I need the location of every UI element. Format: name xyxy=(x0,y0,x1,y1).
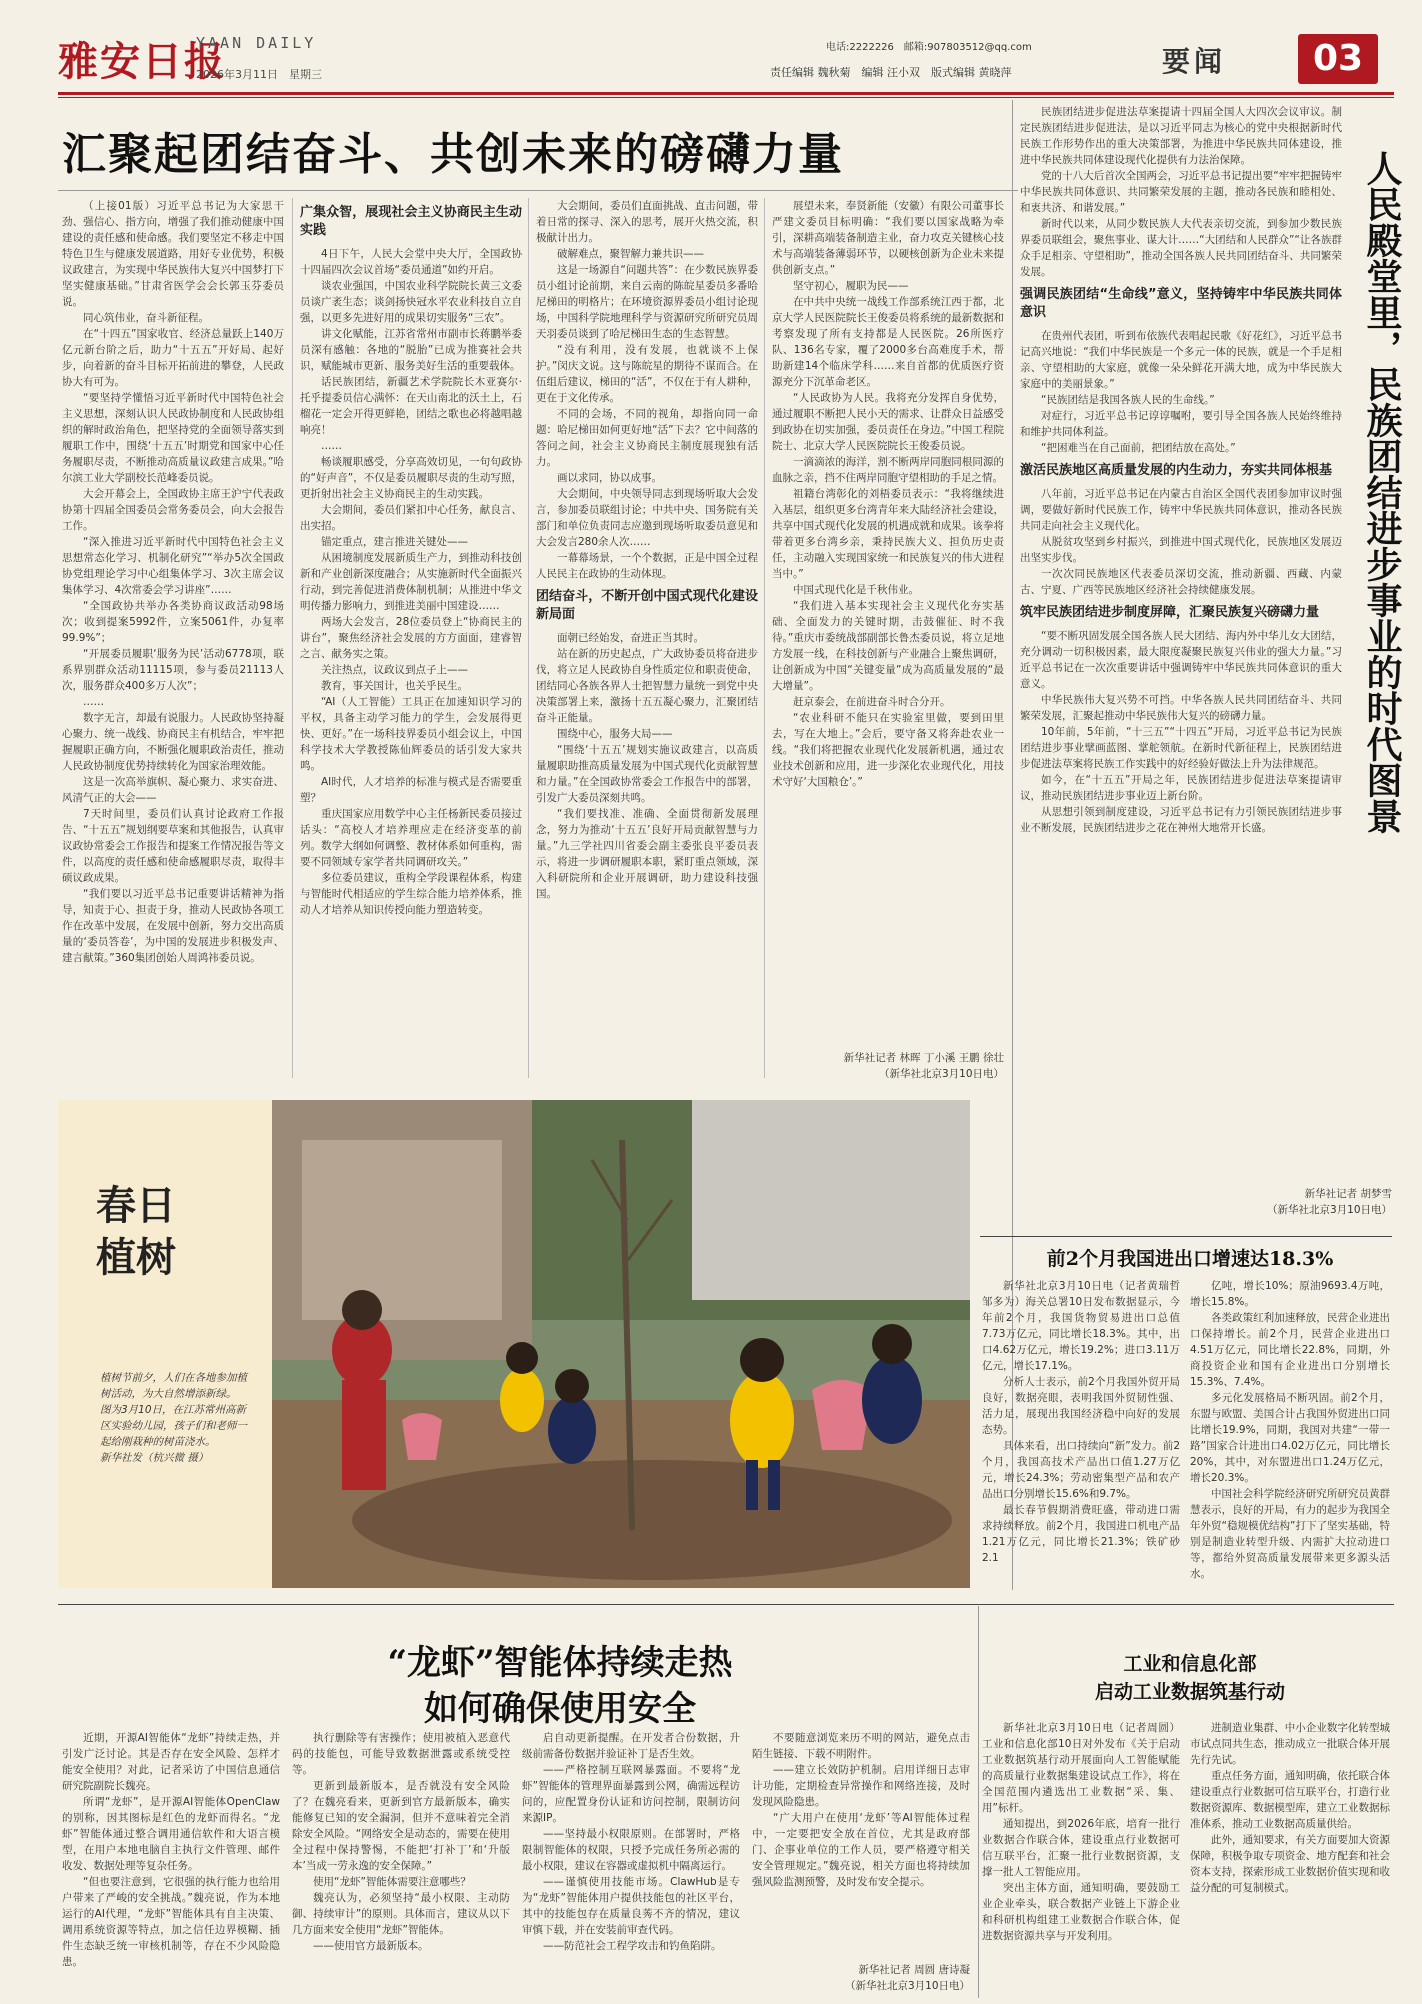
industry-column-2: 进制造业集群、中小企业数字化转型城市试点同共生态，推动成立一批联合体开展先行先试。 重点任务方面，通知明确，依托联合体建设重点行业数据可信互联平台，打造行业数据资源库、数据模型库，建立工业数据标准体系，推动工业数据高质量供给。 此外，通知要求，有关方面要加大资源保障，积极争取专项资金、地方配套和社会资本支持，探索形成工业数据价值实现和收益分配的可复制模式。 xyxy=(1190,1722,1390,1894)
lead-headline: 汇聚起团结奋斗、共创未来的磅礴力量 xyxy=(62,129,844,180)
masthead-divider xyxy=(58,92,1394,95)
column-rule xyxy=(764,198,765,1078)
column-rule xyxy=(292,198,293,1078)
newspaper-english-name: YAAN DAILY xyxy=(196,34,317,52)
right-feature-body: 民族团结进步促进法草案提请十四届全国人大四次会议审议。制定民族团结进步促进法，是以习近平同志为核心的党中央根据新时代民族工作形势作出的重大决策部署，为推进中华民族共同体建设，推进中华民族共同体建设现代化提供有力法治保障。 党的十八大后首次全国两会，习近平总书记提出要“牢牢把握铸牢中华民族共同体意识、共同繁荣发展的主题，推动各民族和睦相处、和衷共济、和谐发展。” 新时代以来，从同少数民族人大代表亲切交流，到参加少数民族界委员联组会，聚焦事业、谋大计……“大团结和人民群众”“让各族群众手足相亲、守望相助”，推动全国各族人民共同团结奋斗、共同繁荣发展。 强调民族团结“生命线”意义，坚持铸牢中华民族共同体意识 在贵州代表团，听到布依族代表唱起民歌《好花红》，习近平总书记高兴地说：“我们中华民族是一个多元一体的民族，就是一个手足相亲、守望相助的大家庭，就像一朵朵鲜花开满大地，成为中华民族大家庭中的美丽景象。” “民族团结是我国各族人民的生命线。” 对症行，习近平总书记谆谆嘱咐，要引导全国各族人民始终维持和维护共同体利益。 “把困难当在自己面前，把团结放在高处。” 激活民族地区高质量发展的内生动力，夯实共同体根基 八年前，习近平总书记在内蒙古自治区全国代表团参加审议时强调，要做好新时代民族工作，铸牢中华民族共同体意识，推动各民族共同走向社会主义现代化。 从脱贫攻坚到乡村振兴，到推进中国式现代化，民族地区发展迈出坚实步伐。 一次次同民族地区代表委员深切交流，推动新疆、西藏、内蒙古、宁夏、广西等民族地区经济社会持续健康发展。 筑牢民族团结进步制度屏障，汇聚民族复兴磅礴力量 “要不断巩固发展全国各族人民大团结、海内外中华儿女大团结，充分调动一切积极因素，最大限度凝聚民族复兴伟业的强大力量。”习近平总书记在一次次重要讲话中强调铸牢中华民族共同体意识的重大意义。 中华民族伟大复兴势不可挡。中华各族人民共同团结奋斗、共同繁荣发展，汇聚起推动中华民族伟大复兴的磅礴力量。 10年前，5年前，“十三五”“十四五”开局，习近平总书记为民族团结进步事业擘画蓝图、掌舵领航。在新时代新征程上，民族团结进步促进法草案将民族工作实践中的好经验好做法上升为法律规范。 如今，在“十五五”开局之年，民族团结进步促进法草案提请审议，推动民族团结进步事业迈上新台阶。 从思想引领到制度建设，习近平总书记有力引领民族团结进步事业不断发展，民族团结进步之花在神州大地常开长盛。 xyxy=(1020,106,1342,834)
lobster-column-4: 不要随意浏览来历不明的网站，避免点击陌生链接、下载不明附件。 ——建立长效防护机制。启用详细日志审计功能，定期检查异常操作和网络连接，及时发现风险隐患。 “广大用户在使用‘龙虾’等AI智能体过程中，一定要把安全放在首位，尤其是政府部门、企事业单位的工作人员，要严格遵守相关安全管理规定。”魏亮说，相关方面也将持续加强风险监测预警，及时发布安全提示。 xyxy=(752,1732,970,1888)
lower-section-rule xyxy=(58,1604,1394,1605)
lead-subhead-1: 广集众智，展现社会主义协商民主生动实践 xyxy=(300,205,522,238)
section-title: 要闻 xyxy=(1162,45,1227,78)
lobster-headline: “龙虾”智能体持续走热 如何确保使用安全 xyxy=(387,1643,733,1729)
industry-column-1: 新华社北京3月10日电（记者周圆）工业和信息化部10日对外发布《关于启动工业数据筑基行动开展面向人工智能赋能的高质量行业数据集建设试点工作》，将在全国范围内遴选出工业数据“采、集、用”标杆。 通知提出，到2026年底，培育一批行业数据合作联合体，建设重点行业数据可信互联平台，汇聚一批行业数据资源，支撑一批人工智能应用。 突出主体方面，通知明确，要鼓励工业企业牵头，联合数据产业链上下游企业和科研机构组建工业数据合作联合体，促进数据资源共享与开发利用。 xyxy=(982,1722,1180,1942)
lobster-credit: 新华社记者 周圆 唐诗凝 （新华社北京3月10日电） xyxy=(844,1964,970,1992)
lead-column-4: 展望未来，奉贤新能（安徽）有限公司董事长严建文委员目标明确：“我们要以国家战略为牵引，深耕高端装备制造主业，奋力攻克关键核心技术与高端装备薄弱环节，以硬核创新为企业未来提供创新支点。” 坚守初心，履职为民—— 在中共中央统一战线工作部系统江西于都，北京大学人民医院院长王俊委员将系统的最新数据和考察发现了所有支持都是人民医院。26所医疗队、136名专家，覆了2000多台高难度手术，帮助新建14个临床学科……来自首都的优质医疗资源充分下沉革命老区。 “人民政协为人民。我将充分发挥自身优势，通过履职不断把人民小天的需求、让群众日益感受到政协在切实加强，委员责任在身边。”中国工程院院士、北京大学人民医院院长王俊委员说。 一滴滴浓的海洋，割不断两岸同胞同根同源的血脉之亲，挡不住两岸同胞守望相助的手足之情。 祖籍台湾彰化的刘梧委员表示：“我将继续进入基层，组织更多台湾青年来大陆经济社会建设，共享中国式现代化发展的机遇成就和成果。该拳将带着更多台湾乡亲，秉持民族大义、担负历史责任，主动融入实现国家统一和民族复兴的伟大进程当中。” 中国式现代化是千秋伟业。 “我们进入基本实现社会主义现代化夯实基础、全面发力的关键时期，击鼓催征、时不我待。”重庆市委统战部副部长鲁杰委员说，将立足地方发展一线，在科技创新与产业融合上聚焦调研，让创新成为中国“关键变量”成为高质量发展的“最大增量”。 赶京泰会，在前进奋斗时合分开。 “农业科研不能只在实验室里做，要到田里去，写在大地上。”会后，要守备又将奔赴农业一线。“我们将把握农业现代化发展新机遇，通过农业技术创新和应用，进一步深化农业现代化，用技术守好‘大国粮仓’。” xyxy=(772,200,1004,788)
lead-column-2: 广集众智，展现社会主义协商民主生动实践 4日下午，人民大会堂中央大厅，全国政协十四届四次会议首场“委员通道”如约开启。 谈农业强国，中国农业科学院院长黄三文委员谈广袤生态；谈剑扬快冠水平农业科技自立自强，以更多先进好用的成果切实服务“三农”。 讲文化赋能，江苏省常州市副市长蒋鹏举委员深有感触：各地的“脱胎”已成为推赛社会共识，赋能城市更新、服务美好生活的重要载体。 话民族团结，新疆艺术学院院长木亚赛尔·托乎提委员信心满怀：在天山南北的沃土上，石榴花一定会开得更鲜艳，团结之歌也必将越唱越响亮！ …… 畅谈履职感受，分享高效切见，一句句政协的“好声音”，不仅是委员履职尽责的生动写照，更折射出社会主义协商民主的生动实践。 大会期间，委员们紧扣中心任务，献良言、出实招。 锚定重点，建言推进关键处—— 从困境制度发展新质生产力，到推动科技创新和产业创新深度融合；从实施新时代全面振兴行动，到完善促进消费体制机制；从推进中华文明传播力影响力，到推进美丽中国建设…… 两场大会发言，28位委员登上“协商民主的讲台”，聚焦经济社会发展的方方面面，建睿智之言、献务实之策。 关注热点，议政议到点子上—— 教育，事关国计，也关乎民生。 “AI（人工智能）工具正在加速知识学习的平权，具备主动学习能力的学生，会发展得更快、更好。”在一场科技界委员小组会议上，中国科学技术大学教授陈仙辉委员的话引发大家共鸣。 AI时代，人才培养的标准与模式是否需要重塑？ 重庆国家应用数学中心主任杨新民委员接过话头：“高校人才培养理应走在经济变革的前列。数学大纲如何调整、教材体系如何重构，需要不同领域专家学者共同调研攻关。” 多位委员建议，重构全学段课程体系，构建与智能时代相适应的学生综合能力培养体系，推动人才培养从知识传授向能力塑造转变。 xyxy=(300,205,522,916)
photo-caption: 植树节前夕，人们在各地参加植树活动，为大自然增添新绿。 图为3月10日，在江苏常州高新区实验幼儿园，孩子们和老师一起给刚栽种的树苗浇水。 新华社发（杭兴微 摄） xyxy=(100,1370,250,1466)
editor-credits: 责任编辑 魏秋菊 编辑 汪小双 版式编辑 黄晓萍 xyxy=(770,66,1012,79)
section-rule xyxy=(978,1606,979,1998)
contact-info: 电话:2222226 邮箱:907803512@qq.com xyxy=(826,42,1032,53)
lobster-column-2: 执行删除等有害操作；使用被植入恶意代码的技能包，可能导致数据泄露或系统受控等。 更新到最新版本，是否就没有安全风险了？在魏亮看来，更新到官方最新版本，确实能修复已知的安全漏洞，但并不意味着完全消除安全风险。“网络安全是动态的，需要在使用全过程中保持警惕，不能把‘打补丁’和‘升版本’当成一劳永逸的安全保障。” 使用“龙虾”智能体需要注意哪些？ 魏亮认为，必须坚持“最小权限、主动防御、持续审计”的原则。具体而言，建议从以下几方面来安全使用“龙虾”智能体。 ——使用官方最新版本。 xyxy=(292,1732,510,1952)
feature-credit: 新华社记者 胡梦雪 （新华社北京3月10日电） xyxy=(1266,1188,1392,1216)
issue-date: 2026年3月11日 星期三 xyxy=(196,68,322,81)
feature-subhead-1: 强调民族团结“生命线”意义，坚持铸牢中华民族共同体意识 xyxy=(1020,287,1342,320)
headline-rule xyxy=(58,190,1018,191)
trade-column-1: 新华社北京3月10日电（记者黄瑞哲 邹多为）海关总署10日发布数据显示，今年前2个月，我国货物贸易进出口总值7.73万亿元，同比增长18.3%。其中，出口4.62万亿元，增长19.2%；进口3.11万亿元，增长17.1%。 分析人士表示，前2个月我国外贸开局良好，数据亮眼，表明我国外贸韧性强、活力足，展现出我国经济稳中向好的发展态势。 具体来看，出口持续向“新”发力。前2个月，我国高技术产品出口值1.27万亿元，增长24.3%；劳动密集型产品和农产品出口分别增长15.6%和9.7%。 最长春节假期消费旺盛，带动进口需求持续释放。前2个月，我国进口机电产品1.21万亿元，同比增长21.3%；铁矿砂2.1 xyxy=(982,1280,1180,1564)
trade-rule xyxy=(980,1236,1392,1237)
lead-subhead-2: 团结奋斗，不断开创中国式现代化建设新局面 xyxy=(536,589,758,622)
lead-credit: 新华社记者 林晖 丁小溪 王鹏 徐壮 （新华社北京3月10日电） xyxy=(843,1052,1004,1080)
photo-credit: 新华社发（杭兴微 摄） xyxy=(100,1452,209,1464)
lead-column-1: （上接01版）习近平总书记为大家思干劲、强信心、指方向，增强了我们推动健康中国建设的责任感和使命感。我们要坚定不移走中国特色卫生与健康发展道路，用好专业优势，积极议政建言，为实现中华民族伟大复兴中国梦打下坚实健康基础。”甘肃省医学会会长郭玉芬委员说。 同心筑伟业，奋斗新征程。 在“十四五”国家收官、经济总量跃上140万亿元新台阶之后，助力“十五五”开好局、起好步，向着新的奋斗目标开拓前进的攀登，人民政协大有可为。 “要坚持学懂悟习近平新时代中国特色社会主义思想，深刻认识人民政协制度和人民政协组织的解时政治角色，把坚持党的全面领导落实到履职工作中，围绕‘十五五’时期党和国家中心任务履职尽责，不断推动高质量议政建言成果。”哈尔滨工业大学副校长范峰委员说。 大会开幕会上，全国政协主席王沪宁代表政协第十四届全国委员会常务委员会，向大会报告工作。 “深入推进习近平新时代中国特色社会主义思想常态化学习、机制化研究”“举办5次全国政协党组理论学习中心组集体学习、3次主席会议集体学习、4次常委会学习讲座”…… “全国政协共举办各类协商议政活动98场次；收到提案5992件，立案5061件，办复率99.9%”； “开展委员履职‘服务为民’活动6778项，联系界别群众活动11115项，参与委员21113人次，服务群众400多万人次”； …… 数字无言，却最有说服力。人民政协坚持凝心聚力、统一战线、协商民主有机结合，牢牢把握履职正确方向，不断强化履职政治责任，推动人民政协制度优势持续转化为国家治理效能。 这是一次高举旗帜、凝心聚力、求实奋进、风清气正的大会—— 7天时间里，委员们认真讨论政府工作报告、“十五五”规划纲要草案和其他报告，认真审议政协常委会工作报告和提案工作情况报告等文件，以高度的责任感和使命感履职尽责，取得丰硕议政成果。 “我们要以习近平总书记重要讲话精神为指导，知责于心、担责于身，推动人民政协各项工作在改革中发展，在发展中创新，努力交出高质量的‘委员答卷’，为中国的发展进步积极发声、建言献策。”360集团创始人周鸿祎委员说。 xyxy=(62,200,284,964)
feature-subhead-3: 筑牢民族团结进步制度屏障，汇聚民族复兴磅礴力量 xyxy=(1020,605,1320,620)
feature-subhead-2: 激活民族地区高质量发展的内生动力，夯实共同体根基 xyxy=(1020,463,1333,478)
lobster-column-1: 近期，开源AI智能体“龙虾”持续走热，并引发广泛讨论。其是否存在安全风险、怎样才能安全使用？对此，记者采访了中国信息通信研究院副院长魏亮。 所谓“龙虾”，是开源AI智能体OpenClaw的别称，因其图标是红色的龙虾而得名。“龙虾”智能体通过整合调用通信软件和大语言模型，在用户本地电脑自主执行文件管理、邮件收发、数据处理等复杂任务。 “但也要注意到，它很强的执行能力也给用户带来了严峻的安全挑战。”魏亮说，作为本地运行的AI代理，“龙虾”智能体具有自主决策、调用系统资源等特点，加之信任边界模糊、插件生态缺乏统一审核机制等，存在不少风险隐患。 xyxy=(62,1732,280,1968)
column-rule xyxy=(528,198,529,1078)
page-number-badge: 03 xyxy=(1298,34,1378,84)
industry-headline: 工业和信息化部 启动工业数据筑基行动 xyxy=(1094,1653,1285,1703)
photo-feature-title: 春日 植树 xyxy=(96,1182,176,1281)
newspaper-logo: 雅安日报 xyxy=(58,38,226,85)
trade-headline: 前2个月我国进出口增速达18.3% xyxy=(1046,1248,1334,1270)
feature-vertical-title: 人民殿堂里，民族团结进步事业的时代图景 xyxy=(1361,150,1403,834)
trade-column-2: 亿吨，增长10%；原油9693.4万吨，增长15.8%。 各类政策红利加速释放，民营企业进出口保持增长。前2个月，民营企业进出口4.51万亿元，同比增长22.8%，同期，外商投资企业和国有企业进出口分别增长15.3%、7.4%。 多元化发展格局不断巩固。前2个月，东盟与欧盟、美国合计占我国外贸进出口同比增长19.9%，同期，我国对共建“一带一路”国家合计进出口4.02万亿元，同比增长20%，其中，对东盟进出口1.24万亿元，增长20.3%。 中国社会科学院经济研究所研究员黄群慧表示，良好的开局，有力的起步为我国全年外贸“稳规模优结构”打下了坚实基础，特别是制造业转型升级、内需扩大拉动进口等，都给外贸高质量发展带来更多源头活水。 xyxy=(1190,1280,1390,1580)
masthead-divider-thin xyxy=(58,97,1394,98)
tree-planting-photo xyxy=(272,1100,970,1588)
photo-title-panel xyxy=(58,1100,272,1588)
lobster-column-3: 启自动更新提醒。在开发者合份数据，升级前需备份数据并验证补丁是否生效。 ——严格控制互联网暴露面。不要将“龙虾”智能体的管理界面暴露到公网，确需远程访问的，应配置身份认证和访问控制，限制访问来源IP。 ——坚持最小权限原则。在部署时，严格限制智能体的权限，只授予完成任务所必需的最小权限，建议在容器或虚拟机中隔离运行。 ——谨慎使用技能市场。ClawHub是专为“龙虾”智能体用户提供技能包的社区平台，其中的技能包存在质量良莠不齐的情况，建议审慎下载，并在安装前审查代码。 ——防范社会工程学攻击和钓鱼陷阱。 xyxy=(522,1732,740,1952)
lead-column-3: 大会期间，委员们直面挑战、直击问题，带着日常的探寻、深入的思考，展开火热交流，积极献计出力。 破解难点，聚智解力兼共识—— 这是一场源自“问题共答”：在少数民族界委员小组讨论前期，来自云南的陈皖星委员多番哈尼梯田的明格片；在环境资源界委员小组讨论现场，中国科学院地理科学与资源研究所研究员周天羽委员谈到了哈尼梯田生态的生态智慧。 “没有利用，没有发展，也就谈不上保护。”闵庆文说。这与陈皖星的期待不谋而合。在伍组后建议，梯田的“活”，不仅在于有人耕种，更在于文化传承。 不同的会场，不同的视角，却指向同一命题：哈尼梯田如何更好地“活”下去？它中间落的答问之间，社会主义协商民主制度展现独有活力。 画以求同，协以成事。 大会期间，中央领导同志到现场听取大会发言，参加委员联组讨论；中共中央、国务院有关部门和单位负责同志应邀到现场听取委员意见和大会发言280余人次…… 一幕幕场景，一个个数据，正是中国全过程人民民主在政协的生动体现。 团结奋斗，不断开创中国式现代化建设新局面 面朝已经始发，奋进正当其时。 站在新的历史起点，广大政协委员将奋进步伐，将立足人民政协自身性质定位和职责使命，团结同心各族各界人士把智慧力量统一到党中央决策部署上来，激扬十五五凝心聚力，汇聚团结奋斗正能量。 围绕中心，服务大局—— “围绕‘十五五’规划实施议政建言，以高质量履职助推高质量发展为中国式现代化贡献智慧和力量。”在全国政协常委会工作报告中的部署，引发广大委员深刻共鸣。 “我们要找准、准确、全面贯彻新发展理念，努力为推动‘十五五’良好开局贡献智慧与力量。”九三学社四川省委会副主委张良平委员表示，将进一步调研履职本职，紧盯重点领域，深入科研院所和企业开展调研，助力建设科技强国。 xyxy=(536,200,758,900)
